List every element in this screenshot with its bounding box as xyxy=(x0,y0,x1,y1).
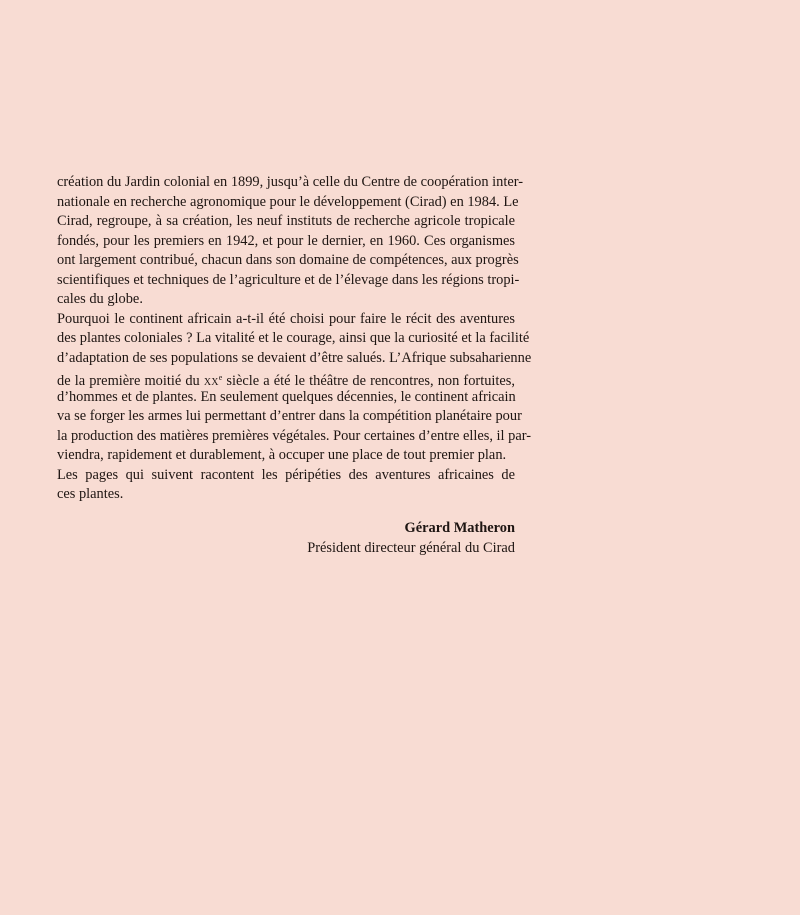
paragraph xyxy=(57,310,532,466)
text-line: Les pages qui suivent racontent les péripéties des aventures africaines de xyxy=(57,466,515,483)
superscript: e xyxy=(218,373,223,382)
signature-block xyxy=(307,518,515,558)
text-line: des plantes coloniales ? La vitalité et le courage, ainsi que la curiosité et la facilité xyxy=(57,330,530,346)
text-line: ces plantes. xyxy=(57,486,124,502)
text-line: d’hommes et de plantes. En seulement quelques décennies, le continent africain xyxy=(57,388,516,405)
text-line: viendra, rapidement et durablement, à occuper une place de tout premier plan. xyxy=(57,447,507,463)
text-line: Pourquoi le continent africain a-t-il été choisi pour faire le récit des aventures xyxy=(57,310,515,327)
signature-title: Président directeur général du Cirad xyxy=(307,540,515,556)
text-line: va se forger les armes lui permettant d’entrer dans la compétition planétaire pour xyxy=(57,408,522,424)
text-line: création du Jardin colonial en 1899, jusqu’à celle du Centre de coopération inter- xyxy=(57,174,524,190)
text-line: la production des matières premières végétales. Pour certaines d’entre elles, il par- xyxy=(57,427,532,444)
text-line xyxy=(57,368,515,388)
text-fragment: de la première moitié du xyxy=(57,373,204,389)
text-line: nationale en recherche agronomique pour le développement (Cirad) en 1984. Le xyxy=(57,193,519,210)
text-line: d’adaptation de ses populations se devaient d’être salués. L’Afrique subsaharienne xyxy=(57,349,532,366)
text-line: Cirad, regroupe, à sa création, les neuf instituts de recherche agricole tropicale xyxy=(57,213,515,229)
text-line: ont largement contribué, chacun dans son domaine de compétences, aux progrès xyxy=(57,252,519,268)
text-line: cales du globe. xyxy=(57,291,143,307)
body-text xyxy=(57,173,532,505)
century-numeral: xx xyxy=(203,373,219,389)
text-line: scientifiques et techniques de l’agriculture et de l’élevage dans les régions tropi- xyxy=(57,271,520,288)
signature-name: Gérard Matheron xyxy=(404,520,515,536)
paragraph xyxy=(57,173,524,310)
text-line: fondés, pour les premiers en 1942, et pour le dernier, en 1960. Ces organismes xyxy=(57,232,515,249)
paragraph xyxy=(57,466,515,505)
text-fragment: siècle a été le théâtre de rencontres, non fortuites, xyxy=(222,373,515,389)
